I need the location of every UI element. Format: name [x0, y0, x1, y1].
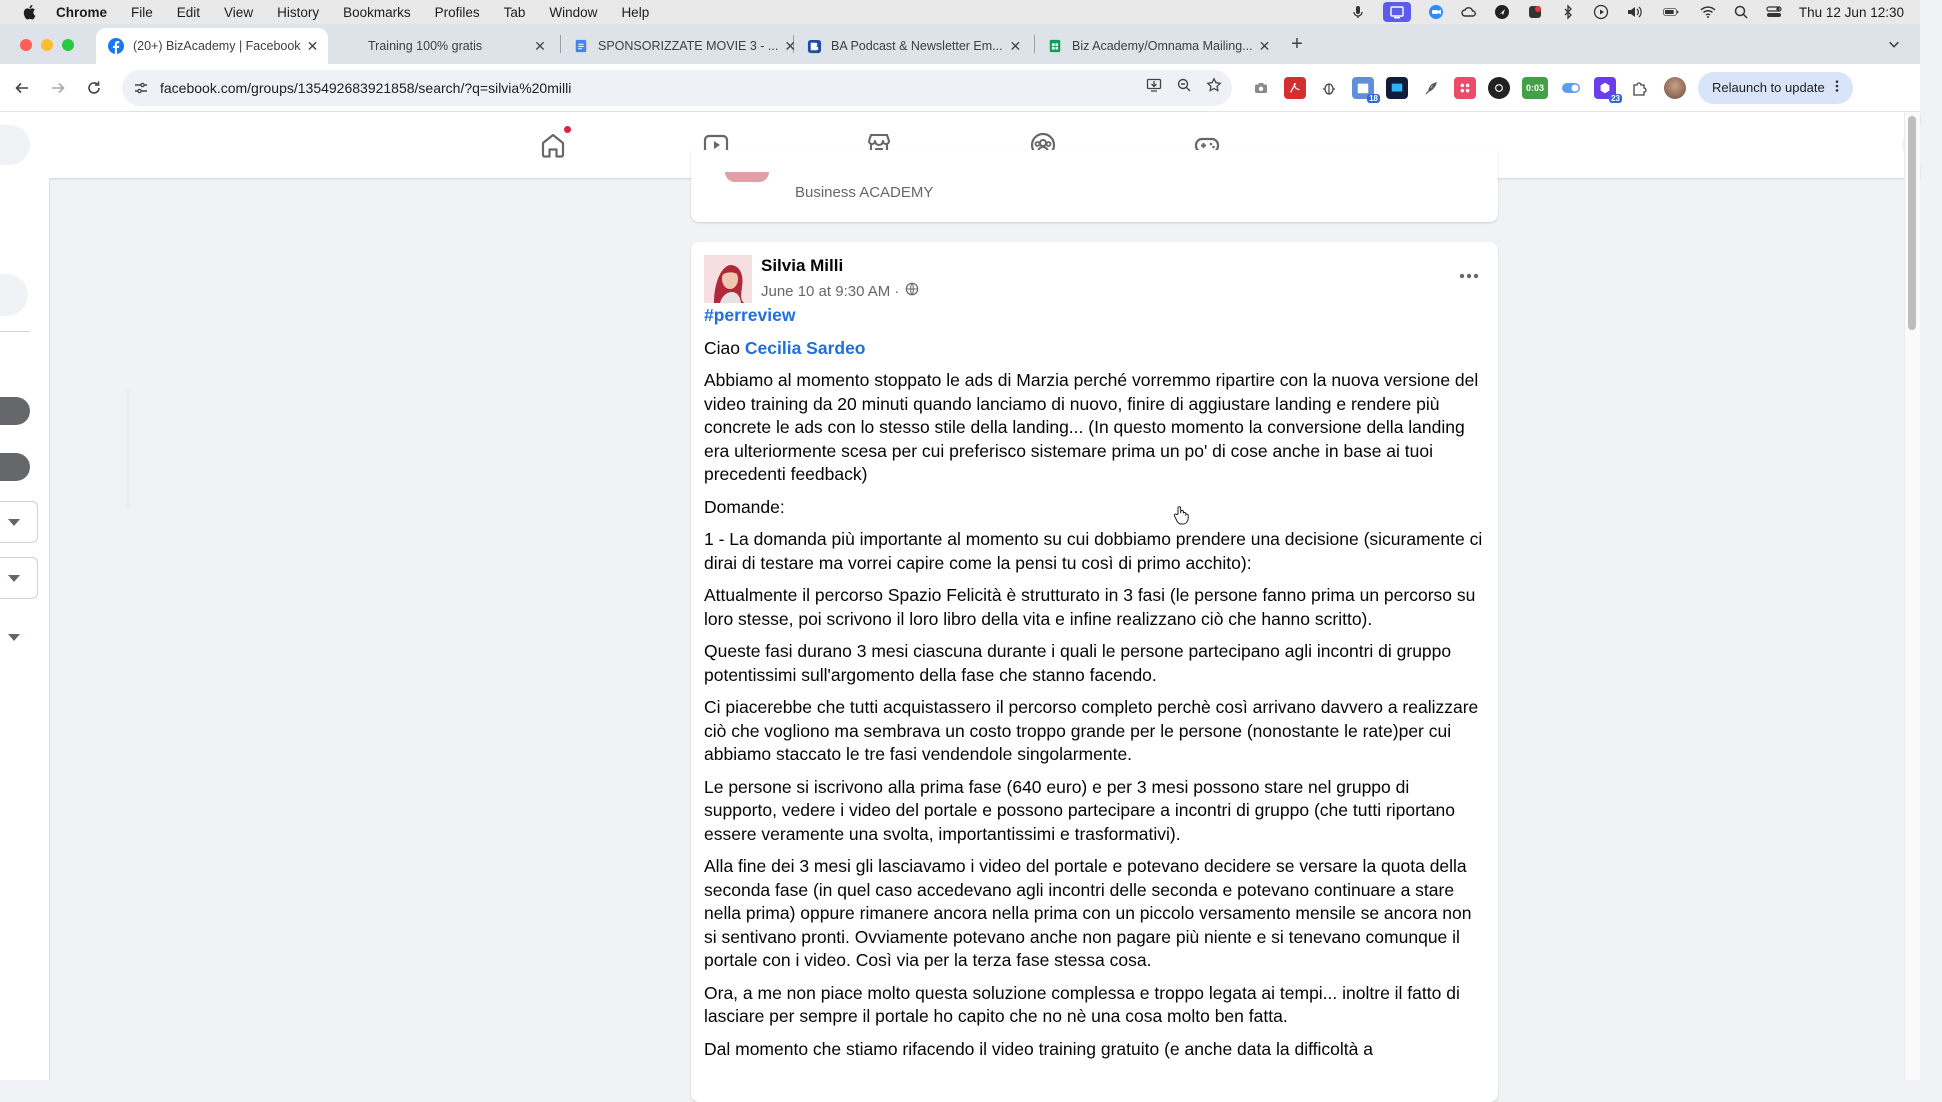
bizacademy-icon: [806, 38, 822, 54]
install-app-icon[interactable]: [1146, 77, 1162, 98]
docs-icon: [573, 38, 589, 54]
tab-search-icon[interactable]: [1882, 32, 1906, 56]
pdf-extension-icon[interactable]: [1284, 77, 1306, 99]
page-scrollbar-thumb[interactable]: [1908, 116, 1916, 330]
dark-reader-extension-icon[interactable]: [1488, 77, 1510, 99]
menu-edit[interactable]: Edit: [176, 4, 201, 20]
control-center-icon[interactable]: [1766, 4, 1782, 20]
bug-extension-icon[interactable]: [1318, 77, 1340, 99]
home-notification-dot: [563, 125, 572, 134]
navigation-icon[interactable]: [1494, 4, 1510, 20]
close-tab-icon[interactable]: ✕: [784, 37, 797, 54]
play-icon[interactable]: [1593, 4, 1609, 20]
search-pill[interactable]: [0, 125, 30, 165]
close-tab-icon[interactable]: ✕: [534, 37, 546, 54]
wifi-icon[interactable]: [1700, 4, 1716, 20]
menu-app-name[interactable]: Chrome: [56, 4, 108, 20]
post-body: [704, 304, 1486, 1070]
zoom-window-button[interactable]: [62, 39, 74, 51]
notifications-badge: 23: [1611, 93, 1620, 103]
facebook-icon: [108, 38, 124, 54]
browser-toolbar: [0, 64, 1920, 112]
caret-down-icon: [7, 517, 21, 527]
caret-down-icon[interactable]: [7, 632, 21, 642]
menu-history[interactable]: History: [277, 4, 320, 20]
post-paragraph: Le persone si iscrivono alla prima fase (640 euro) e per 3 mesi possono stare nel gruppo di supporto, vedere i video del portale e possono partecipare a incontri di gruppo (che tutti riportano essere veramente una svolta, importantissimi e trasformativi).: [704, 776, 1456, 844]
site-info-icon[interactable]: [132, 79, 150, 97]
notifications-extension-icon[interactable]: [1594, 77, 1620, 103]
timer-extension-icon[interactable]: [1522, 77, 1548, 99]
tab-ba-podcast[interactable]: [794, 28, 1034, 64]
calendar-extension-icon[interactable]: [1352, 77, 1378, 103]
post-author[interactable]: Silvia Milli: [761, 256, 844, 275]
zoom-page-icon[interactable]: [1176, 77, 1192, 98]
sheets-icon: [1047, 38, 1063, 54]
post-greeting: Ciao: [704, 337, 740, 358]
tab-title: Biz Academy/Omnama Mailing...: [1072, 39, 1253, 53]
menu-help[interactable]: Help: [621, 4, 650, 20]
feather-extension-icon[interactable]: [1420, 77, 1442, 99]
tab-title: SPONSORIZZATE MOVIE 3 - ...: [598, 39, 779, 53]
privacy-globe-icon[interactable]: [905, 282, 919, 300]
back-button[interactable]: [8, 74, 36, 102]
bookmark-star-icon[interactable]: [1206, 77, 1222, 98]
menu-window[interactable]: Window: [549, 4, 598, 20]
tab-title: (20+) BizAcademy | Facebook: [133, 39, 301, 53]
address-bar[interactable]: [122, 70, 1232, 106]
sidebar-search-field[interactable]: [0, 274, 28, 316]
screen-share-icon[interactable]: [1383, 2, 1411, 22]
menu-bookmarks[interactable]: Bookmarks: [343, 4, 411, 20]
profile-avatar[interactable]: [1664, 77, 1686, 99]
toggle-extension-icon[interactable]: [1560, 77, 1582, 99]
sidebar-divider: [0, 331, 30, 332]
close-tab-icon[interactable]: ✕: [306, 37, 319, 54]
hand-cursor-icon: [1172, 505, 1190, 525]
post-hashtag[interactable]: #perreview: [704, 305, 796, 325]
sidebar-toggle-2[interactable]: [0, 453, 30, 481]
post-paragraph: Abbiamo al momento stoppato le ads di Marzia perché vorremmo ripartire con la nuova versione del video training da 20 minuti quando lanciamo di nuovo, finire di aggiustare landing e rendere più concrete le ads con lo stesso stile della landing... (In questo momento la conversione della landing era ulteriormente scesa per cui preferisco sistemare prima un po' di cose anche in base ai tuoi precedenti feedback): [704, 370, 1479, 484]
sidebar-toggle-1[interactable]: [0, 397, 30, 425]
window-controls: [20, 39, 74, 51]
volume-icon[interactable]: [1626, 4, 1642, 20]
app-alert-icon[interactable]: [1527, 4, 1543, 20]
close-tab-icon[interactable]: ✕: [1009, 37, 1022, 54]
chrome-tab-strip: [0, 24, 1920, 64]
post-timestamp[interactable]: June 10 at 9:30 AM ·: [761, 282, 900, 300]
post-card: [691, 242, 1498, 1102]
tab-training-gratis[interactable]: [328, 28, 560, 64]
url-text[interactable]: facebook.com/groups/135492683921858/search/?q=silvia%20milli: [160, 79, 572, 96]
sidebar-select-1[interactable]: [0, 501, 38, 543]
new-tab-button[interactable]: +: [1291, 32, 1303, 55]
tab-sponsorizzate-movie[interactable]: [561, 28, 797, 64]
post-paragraph: Domande:: [704, 496, 785, 517]
tab-biz-academy-mailing[interactable]: [1035, 28, 1275, 64]
post-more-options-icon[interactable]: [1451, 264, 1487, 288]
forward-button[interactable]: [44, 74, 72, 102]
menu-file[interactable]: File: [131, 4, 153, 20]
post-meta: [761, 282, 919, 300]
relaunch-label: Relaunch to update: [1712, 80, 1825, 95]
post-paragraph: Ci piacerebbe che tutti acquistassero il percorso completo perchè così arrivano davvero a realizzare ciò che vogliono ma sembrava un costo troppo grande per le persone (nonostante le rate)per cui abbiamo staccato le tre fasi vendendole singolarmente.: [704, 697, 1479, 764]
screen-extension-icon[interactable]: [1386, 77, 1408, 99]
kebab-menu-icon: [1835, 79, 1839, 96]
zoom-icon[interactable]: [1428, 4, 1444, 20]
minimize-window-button[interactable]: [41, 39, 53, 51]
microphone-icon[interactable]: [1350, 4, 1366, 20]
post-paragraph: 1 - La domanda più importante al momento su cui dobbiamo prendere una decisione (sicuramente ci dirai di testare ma vorrei capire come la pensi tu così di primo acchito):: [704, 529, 1483, 573]
menubar-clock[interactable]: Thu 12 Jun 12:30: [1798, 4, 1904, 20]
mention-link[interactable]: Cecilia Sardeo: [744, 337, 866, 358]
previous-result-card[interactable]: [691, 150, 1498, 222]
puzzle-extensions-icon[interactable]: [1628, 77, 1650, 99]
camera-extension-icon[interactable]: [1250, 77, 1272, 99]
home-icon[interactable]: [537, 129, 569, 161]
group-avatar: [725, 172, 769, 182]
timer-badge: 0:03: [1525, 82, 1544, 93]
sidebar-select-2[interactable]: [0, 557, 38, 599]
menu-profiles[interactable]: Profiles: [434, 4, 480, 20]
close-window-button[interactable]: [20, 39, 32, 51]
post-paragraph: Attualmente il percorso Spazio Felicità è strutturato in 3 fasi (le persone fanno prima un percorso su loro stesse, poi scrivono il loro libro della vita e infine realizzano ciò che hanno scritto).: [704, 585, 1476, 629]
post-paragraph: Ora, a me non piace molto questa soluzione complessa e troppo legata ai tempi... inoltre il fatto di lasciare per sempre il portale ho capito che no nè una cosa molto ben fatta.: [704, 982, 1460, 1026]
reload-button[interactable]: [80, 74, 108, 102]
caret-down-icon: [7, 573, 21, 583]
menu-view[interactable]: View: [224, 4, 254, 20]
extensions-row: [1250, 77, 1650, 103]
post-paragraph: Dal momento che stiamo rifacendo il video training gratuito (e anche data la difficoltà a: [704, 1038, 1373, 1059]
tab-title: Training 100% gratis: [368, 39, 483, 53]
background-shadow: [126, 390, 130, 510]
author-avatar[interactable]: [704, 255, 752, 303]
relaunch-button[interactable]: [1698, 72, 1853, 104]
battery-icon[interactable]: [1659, 4, 1683, 20]
bluetooth-icon[interactable]: [1560, 4, 1576, 20]
calendar-badge: 18: [1369, 93, 1378, 103]
spotlight-search-icon[interactable]: [1733, 4, 1749, 20]
tab-bizacademy-facebook[interactable]: [96, 28, 328, 64]
grid-extension-icon[interactable]: [1454, 77, 1476, 99]
left-sidebar: [0, 178, 50, 1080]
macos-menubar: [0, 0, 1920, 24]
menu-tab[interactable]: Tab: [503, 4, 526, 20]
post-paragraph: Queste fasi durano 3 mesi ciascuna durante i quali le persone partecipano agli incontri di gruppo potentissimi sull'argomento della fase che stanno facendo.: [704, 641, 1452, 685]
group-name[interactable]: Business ACADEMY: [795, 184, 934, 201]
tab-title: BA Podcast & Newsletter Em...: [831, 39, 1003, 53]
cloud-icon[interactable]: [1461, 4, 1477, 20]
apple-icon[interactable]: [22, 4, 38, 20]
close-tab-icon[interactable]: ✕: [1258, 37, 1271, 54]
post-paragraph: Alla fine dei 3 mesi gli lasciavamo i video del portale e potevano decidere se versare la quota della seconda fase (in quel caso accedevano agli incontri delle seconda e potevano continuare a stare nella prima) oppure rimanere ancora nella prima con un piccolo versamento mensile se ancora non si sentivano pronti. Ovviamente potevano anche non pagare più niente e si tenevano comunque il portale con i video. Così via per la terza fase stessa cosa.: [704, 856, 1472, 970]
